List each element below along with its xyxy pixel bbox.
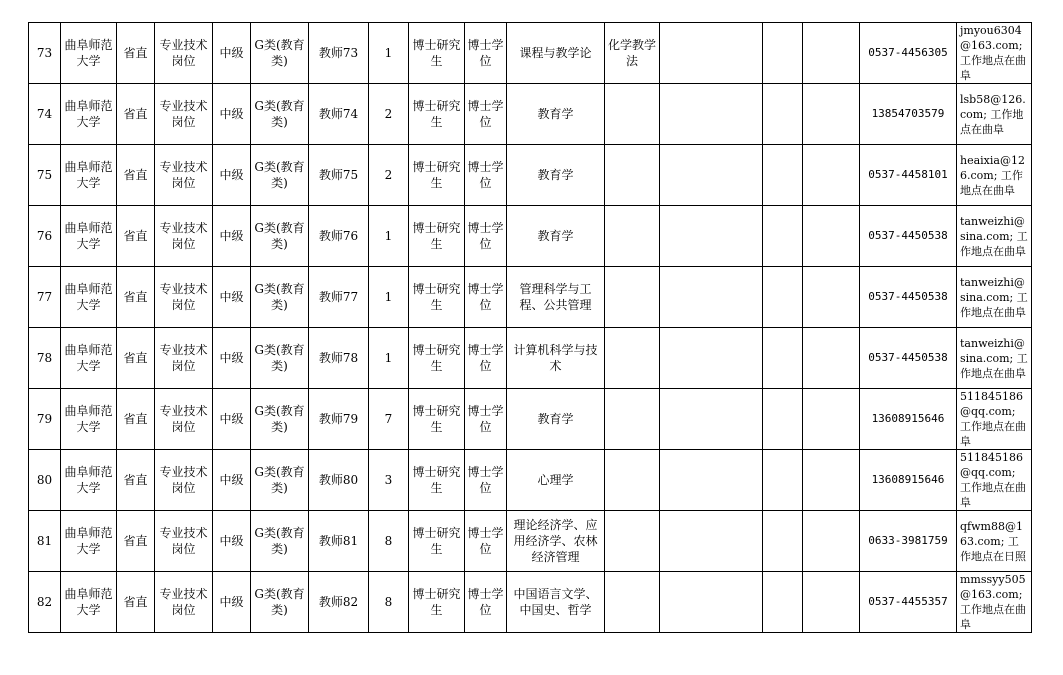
cell-headcount: 1 bbox=[369, 328, 409, 389]
cell-blank-b bbox=[803, 450, 860, 511]
cell-grade: 中级 bbox=[213, 572, 251, 633]
cell-blank-b bbox=[803, 145, 860, 206]
cell-grade: 中级 bbox=[213, 511, 251, 572]
cell-requirement bbox=[660, 267, 763, 328]
cell-phone: 0537-4456305 bbox=[860, 23, 957, 84]
cell-degree: 博士学位 bbox=[465, 267, 507, 328]
table-row bbox=[29, 23, 1032, 84]
cell-post-type: 专业技术岗位 bbox=[155, 23, 213, 84]
cell-level: 省直 bbox=[117, 145, 155, 206]
cell-phone: 13854703579 bbox=[860, 84, 957, 145]
cell-phone: 0537-4450538 bbox=[860, 328, 957, 389]
cell-post-type: 专业技术岗位 bbox=[155, 572, 213, 633]
cell-category: G类(教育类) bbox=[251, 84, 309, 145]
cell-headcount: 3 bbox=[369, 450, 409, 511]
cell-blank-a bbox=[763, 23, 803, 84]
cell-major: 计算机科学与技术 bbox=[507, 328, 605, 389]
cell-job-title: 教师78 bbox=[309, 328, 369, 389]
cell-major: 课程与教学论 bbox=[507, 23, 605, 84]
cell-category: G类(教育类) bbox=[251, 267, 309, 328]
cell-employer: 曲阜师范大学 bbox=[61, 450, 117, 511]
cell-email-note: jmyou6304@163.com; 工作地点在曲阜 bbox=[957, 23, 1032, 84]
cell-phone: 13608915646 bbox=[860, 389, 957, 450]
cell-email-note: heaixia@126.com; 工作地点在曲阜 bbox=[957, 145, 1032, 206]
cell-education: 博士研究生 bbox=[409, 450, 465, 511]
cell-blank-a bbox=[763, 572, 803, 633]
cell-category: G类(教育类) bbox=[251, 145, 309, 206]
cell-headcount: 1 bbox=[369, 267, 409, 328]
cell-grade: 中级 bbox=[213, 389, 251, 450]
cell-education: 博士研究生 bbox=[409, 23, 465, 84]
cell-level: 省直 bbox=[117, 450, 155, 511]
cell-row-number: 79 bbox=[29, 389, 61, 450]
table-body bbox=[29, 23, 1032, 633]
cell-phone: 0537-4458101 bbox=[860, 145, 957, 206]
cell-blank-a bbox=[763, 206, 803, 267]
cell-job-title: 教师80 bbox=[309, 450, 369, 511]
cell-requirement bbox=[660, 206, 763, 267]
cell-major: 管理科学与工程、公共管理 bbox=[507, 267, 605, 328]
cell-grade: 中级 bbox=[213, 145, 251, 206]
cell-research-direction bbox=[605, 267, 660, 328]
recruitment-table bbox=[28, 22, 1032, 633]
cell-requirement bbox=[660, 84, 763, 145]
cell-blank-a bbox=[763, 328, 803, 389]
cell-employer: 曲阜师范大学 bbox=[61, 23, 117, 84]
cell-level: 省直 bbox=[117, 206, 155, 267]
cell-employer: 曲阜师范大学 bbox=[61, 84, 117, 145]
cell-level: 省直 bbox=[117, 572, 155, 633]
cell-row-number: 73 bbox=[29, 23, 61, 84]
cell-category: G类(教育类) bbox=[251, 328, 309, 389]
cell-requirement bbox=[660, 572, 763, 633]
cell-major: 中国语言文学、中国史、哲学 bbox=[507, 572, 605, 633]
cell-grade: 中级 bbox=[213, 206, 251, 267]
cell-requirement bbox=[660, 389, 763, 450]
table-row bbox=[29, 206, 1032, 267]
cell-requirement bbox=[660, 145, 763, 206]
cell-research-direction bbox=[605, 572, 660, 633]
cell-headcount: 1 bbox=[369, 206, 409, 267]
table-row bbox=[29, 84, 1032, 145]
cell-degree: 博士学位 bbox=[465, 450, 507, 511]
cell-major: 心理学 bbox=[507, 450, 605, 511]
cell-level: 省直 bbox=[117, 328, 155, 389]
cell-degree: 博士学位 bbox=[465, 23, 507, 84]
cell-degree: 博士学位 bbox=[465, 84, 507, 145]
table-row bbox=[29, 572, 1032, 633]
cell-research-direction bbox=[605, 84, 660, 145]
cell-employer: 曲阜师范大学 bbox=[61, 572, 117, 633]
cell-education: 博士研究生 bbox=[409, 572, 465, 633]
cell-blank-b bbox=[803, 572, 860, 633]
cell-job-title: 教师77 bbox=[309, 267, 369, 328]
cell-requirement bbox=[660, 450, 763, 511]
cell-job-title: 教师82 bbox=[309, 572, 369, 633]
cell-research-direction bbox=[605, 328, 660, 389]
table-row bbox=[29, 145, 1032, 206]
cell-post-type: 专业技术岗位 bbox=[155, 328, 213, 389]
cell-row-number: 77 bbox=[29, 267, 61, 328]
cell-job-title: 教师81 bbox=[309, 511, 369, 572]
cell-degree: 博士学位 bbox=[465, 328, 507, 389]
cell-job-title: 教师73 bbox=[309, 23, 369, 84]
cell-grade: 中级 bbox=[213, 84, 251, 145]
cell-category: G类(教育类) bbox=[251, 450, 309, 511]
table-row bbox=[29, 511, 1032, 572]
cell-blank-a bbox=[763, 84, 803, 145]
cell-employer: 曲阜师范大学 bbox=[61, 328, 117, 389]
cell-row-number: 74 bbox=[29, 84, 61, 145]
cell-education: 博士研究生 bbox=[409, 328, 465, 389]
cell-employer: 曲阜师范大学 bbox=[61, 206, 117, 267]
cell-degree: 博士学位 bbox=[465, 145, 507, 206]
cell-research-direction bbox=[605, 450, 660, 511]
cell-degree: 博士学位 bbox=[465, 572, 507, 633]
cell-post-type: 专业技术岗位 bbox=[155, 267, 213, 328]
cell-degree: 博士学位 bbox=[465, 511, 507, 572]
cell-job-title: 教师75 bbox=[309, 145, 369, 206]
cell-degree: 博士学位 bbox=[465, 389, 507, 450]
cell-category: G类(教育类) bbox=[251, 23, 309, 84]
cell-grade: 中级 bbox=[213, 267, 251, 328]
cell-level: 省直 bbox=[117, 389, 155, 450]
cell-major: 理论经济学、应用经济学、农林经济管理 bbox=[507, 511, 605, 572]
cell-blank-b bbox=[803, 389, 860, 450]
cell-post-type: 专业技术岗位 bbox=[155, 84, 213, 145]
cell-phone: 0633-3981759 bbox=[860, 511, 957, 572]
cell-headcount: 8 bbox=[369, 572, 409, 633]
cell-requirement bbox=[660, 23, 763, 84]
cell-major: 教育学 bbox=[507, 206, 605, 267]
cell-phone: 0537-4450538 bbox=[860, 206, 957, 267]
cell-requirement bbox=[660, 328, 763, 389]
cell-email-note: tanweizhi@sina.com; 工作地点在曲阜 bbox=[957, 328, 1032, 389]
cell-phone: 0537-4450538 bbox=[860, 267, 957, 328]
cell-row-number: 76 bbox=[29, 206, 61, 267]
table-row bbox=[29, 267, 1032, 328]
cell-blank-b bbox=[803, 206, 860, 267]
cell-major: 教育学 bbox=[507, 84, 605, 145]
cell-requirement bbox=[660, 511, 763, 572]
cell-degree: 博士学位 bbox=[465, 206, 507, 267]
cell-row-number: 82 bbox=[29, 572, 61, 633]
cell-research-direction bbox=[605, 206, 660, 267]
cell-blank-a bbox=[763, 450, 803, 511]
cell-education: 博士研究生 bbox=[409, 84, 465, 145]
cell-research-direction bbox=[605, 389, 660, 450]
cell-education: 博士研究生 bbox=[409, 511, 465, 572]
cell-employer: 曲阜师范大学 bbox=[61, 511, 117, 572]
cell-research-direction bbox=[605, 511, 660, 572]
cell-email-note: lsb58@126.com; 工作地点在曲阜 bbox=[957, 84, 1032, 145]
cell-category: G类(教育类) bbox=[251, 389, 309, 450]
cell-post-type: 专业技术岗位 bbox=[155, 389, 213, 450]
cell-major: 教育学 bbox=[507, 145, 605, 206]
cell-email-note: mmssyy505@163.com; 工作地点在曲阜 bbox=[957, 572, 1032, 633]
cell-headcount: 1 bbox=[369, 23, 409, 84]
cell-education: 博士研究生 bbox=[409, 267, 465, 328]
cell-email-note: 511845186@qq.com; 工作地点在曲阜 bbox=[957, 450, 1032, 511]
cell-education: 博士研究生 bbox=[409, 145, 465, 206]
cell-employer: 曲阜师范大学 bbox=[61, 267, 117, 328]
cell-category: G类(教育类) bbox=[251, 572, 309, 633]
cell-email-note: qfwm88@163.com; 工作地点在日照 bbox=[957, 511, 1032, 572]
cell-blank-a bbox=[763, 389, 803, 450]
cell-post-type: 专业技术岗位 bbox=[155, 206, 213, 267]
cell-level: 省直 bbox=[117, 23, 155, 84]
cell-blank-b bbox=[803, 328, 860, 389]
cell-grade: 中级 bbox=[213, 328, 251, 389]
cell-level: 省直 bbox=[117, 511, 155, 572]
cell-category: G类(教育类) bbox=[251, 511, 309, 572]
cell-blank-a bbox=[763, 267, 803, 328]
cell-blank-b bbox=[803, 511, 860, 572]
cell-row-number: 81 bbox=[29, 511, 61, 572]
cell-employer: 曲阜师范大学 bbox=[61, 389, 117, 450]
cell-headcount: 7 bbox=[369, 389, 409, 450]
cell-row-number: 78 bbox=[29, 328, 61, 389]
cell-employer: 曲阜师范大学 bbox=[61, 145, 117, 206]
cell-job-title: 教师74 bbox=[309, 84, 369, 145]
cell-post-type: 专业技术岗位 bbox=[155, 145, 213, 206]
table-row bbox=[29, 328, 1032, 389]
cell-row-number: 80 bbox=[29, 450, 61, 511]
cell-category: G类(教育类) bbox=[251, 206, 309, 267]
cell-major: 教育学 bbox=[507, 389, 605, 450]
cell-level: 省直 bbox=[117, 84, 155, 145]
cell-blank-a bbox=[763, 511, 803, 572]
cell-level: 省直 bbox=[117, 267, 155, 328]
cell-job-title: 教师76 bbox=[309, 206, 369, 267]
cell-blank-b bbox=[803, 23, 860, 84]
cell-grade: 中级 bbox=[213, 450, 251, 511]
cell-research-direction: 化学教学法 bbox=[605, 23, 660, 84]
cell-blank-a bbox=[763, 145, 803, 206]
cell-headcount: 2 bbox=[369, 84, 409, 145]
cell-blank-b bbox=[803, 267, 860, 328]
table-row bbox=[29, 450, 1032, 511]
cell-post-type: 专业技术岗位 bbox=[155, 450, 213, 511]
cell-post-type: 专业技术岗位 bbox=[155, 511, 213, 572]
cell-job-title: 教师79 bbox=[309, 389, 369, 450]
table-row bbox=[29, 389, 1032, 450]
cell-row-number: 75 bbox=[29, 145, 61, 206]
cell-headcount: 8 bbox=[369, 511, 409, 572]
cell-headcount: 2 bbox=[369, 145, 409, 206]
cell-email-note: tanweizhi@sina.com; 工作地点在曲阜 bbox=[957, 267, 1032, 328]
cell-grade: 中级 bbox=[213, 23, 251, 84]
cell-blank-b bbox=[803, 84, 860, 145]
cell-phone: 0537-4455357 bbox=[860, 572, 957, 633]
cell-education: 博士研究生 bbox=[409, 389, 465, 450]
cell-research-direction bbox=[605, 145, 660, 206]
cell-email-note: tanweizhi@sina.com; 工作地点在曲阜 bbox=[957, 206, 1032, 267]
cell-education: 博士研究生 bbox=[409, 206, 465, 267]
cell-phone: 13608915646 bbox=[860, 450, 957, 511]
cell-email-note: 511845186@qq.com; 工作地点在曲阜 bbox=[957, 389, 1032, 450]
